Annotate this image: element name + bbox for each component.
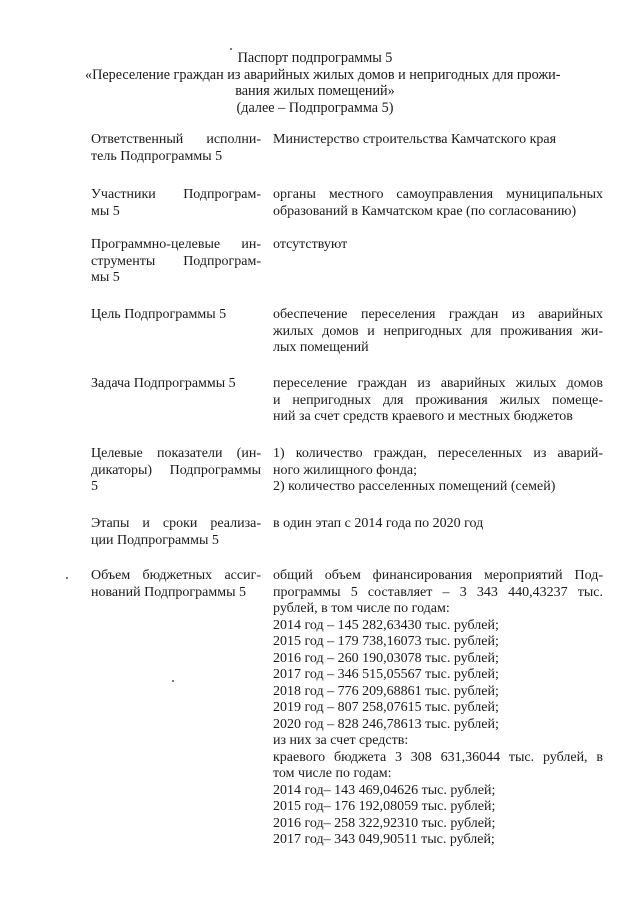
value-line: том числе по годам: (273, 766, 392, 781)
row-value (273, 132, 603, 149)
row-value (273, 307, 603, 357)
row-value (273, 516, 603, 533)
value-line: образований в Камчатском крае (по согласованию) (273, 203, 577, 219)
row-value (273, 187, 603, 220)
row-label (91, 132, 261, 165)
row-label (91, 307, 261, 324)
label-line: Задача Подпрограммы 5 (91, 376, 236, 391)
value-line: и непригодных для проживания жилых помеще- (273, 392, 603, 408)
year-amount-line: 2020 год – 828 246,78613 тыс. рублей; (273, 716, 499, 732)
value-line: ного жилищного фонда; (273, 462, 417, 478)
value-line: рублей, в том числе по годам: (273, 601, 450, 616)
label-line: Участники Подпрограм- (91, 187, 261, 202)
title-line: Паспорт подпрограммы 5 (237, 50, 393, 66)
value-line: в один этап с 2014 года по 2020 год (273, 516, 484, 531)
value-line: жилых домов и непригодных для проживания жи- (273, 323, 603, 339)
value-line: краевого бюджета 3 308 631,36044 тыс. рублей, в (273, 749, 603, 765)
value-line: ний за счет средств краевого и местных бюджетов (273, 409, 573, 424)
row-value (273, 446, 603, 496)
label-line: дикаторы) Подпрограммы (91, 462, 261, 478)
value-line: Министерство строительства Камчатского края (273, 132, 557, 147)
value-line: отсутствуют (273, 237, 348, 252)
label-line: Программно-целевые ин- (91, 237, 261, 252)
value-line: органы местного самоуправления муниципальных (273, 187, 603, 202)
passport-title (85, 50, 561, 116)
row-label (91, 237, 261, 287)
value-line: лых помещений (273, 340, 369, 355)
year-amount-line: 2019 год – 807 258,07615 тыс. рублей; (273, 700, 499, 715)
scan-speck (172, 680, 174, 682)
row-label (91, 376, 261, 393)
label-line: мы 5 (91, 270, 120, 285)
value-line: переселение граждан из аварийных жилых домов (273, 376, 603, 391)
label-line: мы 5 (91, 203, 120, 219)
year-amount-line: 2017 год – 346 515,05567 тыс. рублей; (273, 667, 499, 682)
year-amount-line: 2018 год – 776 209,68861 тыс. рублей; (273, 683, 499, 699)
row-label (91, 516, 261, 549)
year-amount-line: 2017 год– 343 049,90511 тыс. рублей; (273, 832, 495, 847)
year-amount-line: 2015 год – 179 738,16073 тыс. рублей; (273, 634, 499, 649)
value-line: общий объем финансирования мероприятий Под- (273, 568, 603, 583)
title-line: «Переселение граждан из аварийных жилых домов и непригодных для прожи- (85, 66, 561, 83)
title-line: (далее – Подпрограмма 5) (236, 99, 394, 116)
year-amount-line: 2016 год – 260 190,03078 тыс. рублей; (273, 650, 499, 666)
title-line: вания жилых помещений» (235, 83, 395, 99)
value-line: 1) количество граждан, переселенных из аварий- (273, 446, 603, 461)
row-value (273, 376, 603, 426)
label-line: 5 (91, 479, 98, 494)
row-label (91, 568, 261, 601)
label-line: Целевые показатели (ин- (91, 446, 261, 461)
label-line: тель Подпрограммы 5 (91, 148, 223, 164)
year-amount-line: 2016 год– 258 322,92310 тыс. рублей; (273, 815, 496, 831)
label-line: Цель Подпрограммы 5 (91, 307, 227, 322)
value-line: из них за счет средств: (273, 733, 409, 748)
value-line: обеспечение переселения граждан из аварийных (273, 307, 603, 322)
value-line: 2) количество расселенных помещений (семей) (273, 479, 556, 494)
label-line: Объем бюджетных ассиг- (91, 568, 261, 583)
label-line: ции Подпрограммы 5 (91, 532, 219, 548)
row-label (91, 187, 261, 220)
scan-speck (66, 577, 68, 579)
year-amount-line: 2015 год– 176 192,08059 тыс. рублей; (273, 799, 496, 814)
label-line: струменты Подпрограм- (91, 253, 261, 269)
label-line: Этапы и сроки реализа- (91, 516, 261, 531)
value-line: программы 5 составляет – 3 343 440,43237 тыс. (273, 584, 603, 600)
label-line: нований Подпрограммы 5 (91, 584, 247, 600)
row-value (273, 237, 603, 254)
label-line: Ответственный исполни- (91, 132, 261, 147)
year-amount-line: 2014 год – 145 282,63430 тыс. рублей; (273, 617, 499, 633)
row-label (91, 446, 261, 496)
row-value (273, 568, 603, 849)
year-amount-line: 2014 год– 143 469,04626 тыс. рублей; (273, 782, 496, 798)
